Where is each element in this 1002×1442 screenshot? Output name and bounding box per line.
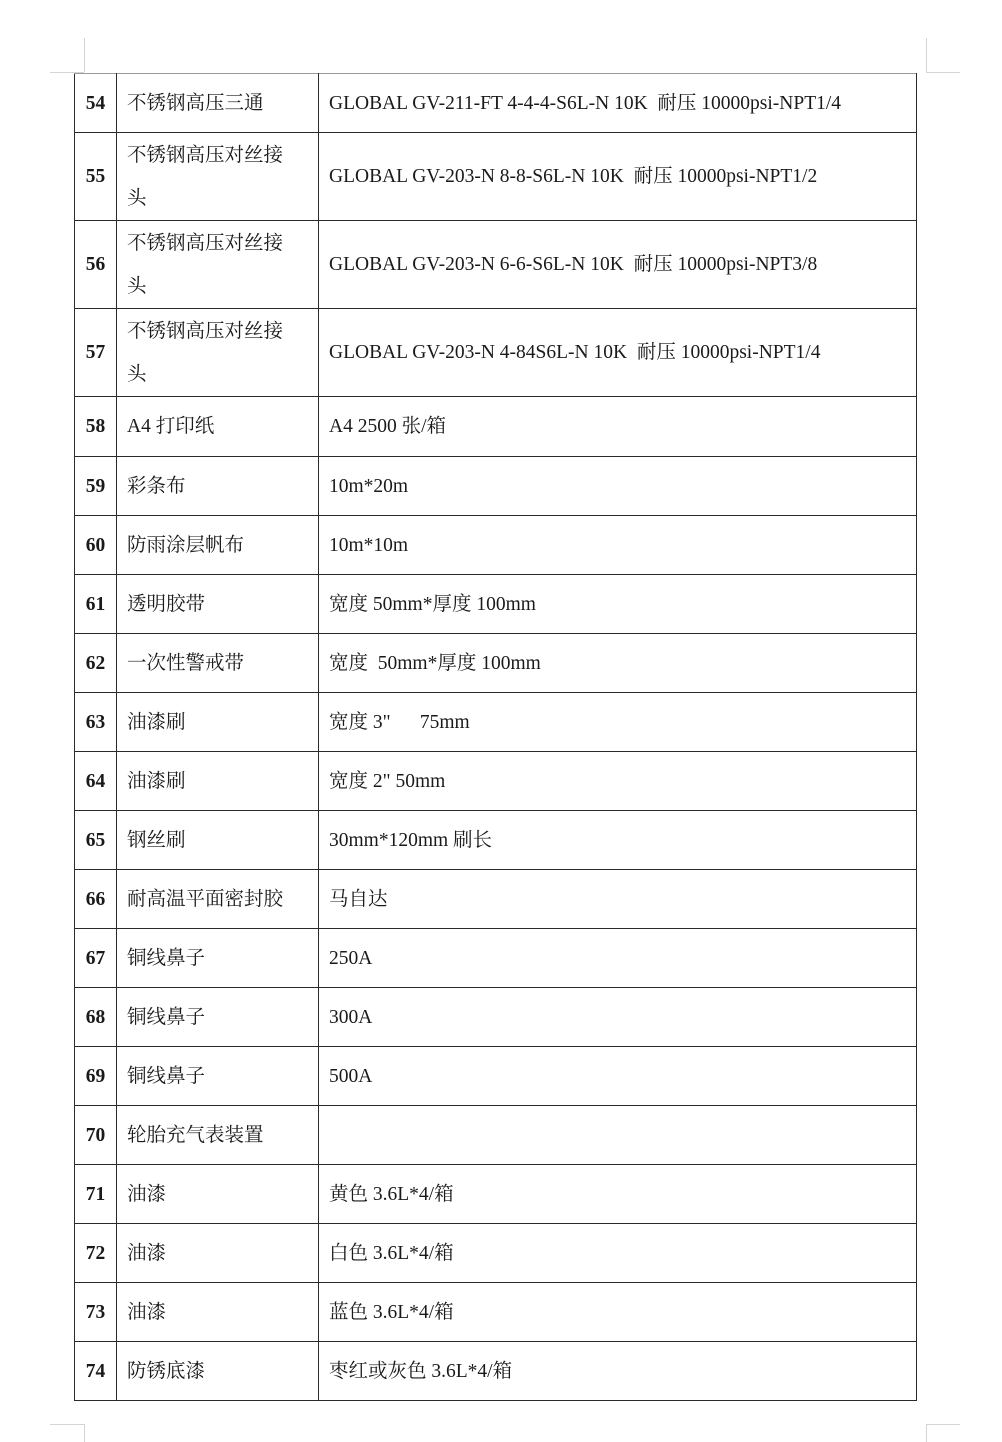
- row-number: 68: [75, 988, 117, 1047]
- item-name: 铜线鼻子: [117, 1047, 319, 1106]
- item-name: 不锈钢高压对丝接头: [117, 133, 319, 221]
- item-name: 耐高温平面密封胶: [117, 870, 319, 929]
- row-number: 62: [75, 634, 117, 693]
- row-number: 57: [75, 309, 117, 397]
- row-number: 58: [75, 397, 117, 457]
- crop-mark-bottom-right-v: [926, 1424, 927, 1442]
- crop-mark-top-right-v: [926, 38, 927, 72]
- item-name: 不锈钢高压对丝接头: [117, 221, 319, 309]
- item-spec: 10m*20m: [319, 457, 917, 516]
- item-name: 不锈钢高压三通: [117, 74, 319, 133]
- table-row: [75, 752, 917, 811]
- row-number: 70: [75, 1106, 117, 1165]
- table-row: [75, 397, 917, 457]
- row-number: 71: [75, 1165, 117, 1224]
- item-name: 轮胎充气表装置: [117, 1106, 319, 1165]
- item-spec: 500A: [319, 1047, 917, 1106]
- item-name: 钢丝刷: [117, 811, 319, 870]
- table-row: [75, 693, 917, 752]
- item-name: A4 打印纸: [117, 397, 319, 457]
- item-spec: 宽度 3" 75mm: [319, 693, 917, 752]
- item-name: 透明胶带: [117, 575, 319, 634]
- item-spec: 黄色 3.6L*4/箱: [319, 1165, 917, 1224]
- item-spec: 宽度 2" 50mm: [319, 752, 917, 811]
- item-spec: 马自达: [319, 870, 917, 929]
- row-number: 59: [75, 457, 117, 516]
- row-number: 69: [75, 1047, 117, 1106]
- row-number: 66: [75, 870, 117, 929]
- item-spec: A4 2500 张/箱: [319, 397, 917, 457]
- table-row: [75, 457, 917, 516]
- table-row: [75, 1283, 917, 1342]
- item-spec: 30mm*120mm 刷长: [319, 811, 917, 870]
- item-spec: GLOBAL GV-203-N 8-8-S6L-N 10K 耐压 10000psi-NPT1/2: [319, 133, 917, 221]
- crop-mark-top-right-h: [926, 72, 960, 73]
- table-row: [75, 309, 917, 397]
- item-name: 彩条布: [117, 457, 319, 516]
- item-spec: 枣红或灰色 3.6L*4/箱: [319, 1342, 917, 1401]
- table-row: [75, 811, 917, 870]
- item-spec: 300A: [319, 988, 917, 1047]
- row-number: 55: [75, 133, 117, 221]
- item-name: 铜线鼻子: [117, 929, 319, 988]
- row-number: 61: [75, 575, 117, 634]
- item-spec: 宽度 50mm*厚度 100mm: [319, 575, 917, 634]
- item-name: 油漆: [117, 1224, 319, 1283]
- item-name: 防雨涂层帆布: [117, 516, 319, 575]
- table-row: [75, 634, 917, 693]
- item-name: 防锈底漆: [117, 1342, 319, 1401]
- item-name: 铜线鼻子: [117, 988, 319, 1047]
- table-row: [75, 1224, 917, 1283]
- crop-mark-top-left-v: [84, 38, 85, 72]
- row-number: 65: [75, 811, 117, 870]
- table-row: [75, 929, 917, 988]
- item-spec: GLOBAL GV-203-N 4-84S6L-N 10K 耐压 10000psi-NPT1/4: [319, 309, 917, 397]
- item-spec: GLOBAL GV-211-FT 4-4-4-S6L-N 10K 耐压 10000psi-NPT1/4: [319, 74, 917, 133]
- row-number: 60: [75, 516, 117, 575]
- item-spec: [319, 1106, 917, 1165]
- item-spec: 10m*10m: [319, 516, 917, 575]
- row-number: 64: [75, 752, 117, 811]
- crop-mark-bottom-left-v: [84, 1424, 85, 1442]
- item-spec: 250A: [319, 929, 917, 988]
- item-name: 油漆刷: [117, 693, 319, 752]
- table-row: [75, 988, 917, 1047]
- item-spec: 白色 3.6L*4/箱: [319, 1224, 917, 1283]
- item-name: 油漆: [117, 1165, 319, 1224]
- item-name: 一次性警戒带: [117, 634, 319, 693]
- item-name: 油漆刷: [117, 752, 319, 811]
- row-number: 63: [75, 693, 117, 752]
- row-number: 67: [75, 929, 117, 988]
- row-number: 56: [75, 221, 117, 309]
- crop-mark-bottom-right-h: [926, 1424, 960, 1425]
- row-number: 74: [75, 1342, 117, 1401]
- table-row: [75, 1342, 917, 1401]
- materials-table: [74, 73, 917, 1401]
- table-row: [75, 221, 917, 309]
- table-row: [75, 74, 917, 133]
- crop-mark-bottom-left-h: [50, 1424, 84, 1425]
- table-row: [75, 870, 917, 929]
- table-row: [75, 1106, 917, 1165]
- item-spec: 蓝色 3.6L*4/箱: [319, 1283, 917, 1342]
- materials-table-body: [75, 74, 917, 1401]
- row-number: 73: [75, 1283, 117, 1342]
- row-number: 72: [75, 1224, 117, 1283]
- item-spec: GLOBAL GV-203-N 6-6-S6L-N 10K 耐压 10000psi-NPT3/8: [319, 221, 917, 309]
- row-number: 54: [75, 74, 117, 133]
- item-spec: 宽度 50mm*厚度 100mm: [319, 634, 917, 693]
- table-row: [75, 1165, 917, 1224]
- table-row: [75, 516, 917, 575]
- item-name: 油漆: [117, 1283, 319, 1342]
- table-row: [75, 133, 917, 221]
- item-name: 不锈钢高压对丝接头: [117, 309, 319, 397]
- table-row: [75, 575, 917, 634]
- table-row: [75, 1047, 917, 1106]
